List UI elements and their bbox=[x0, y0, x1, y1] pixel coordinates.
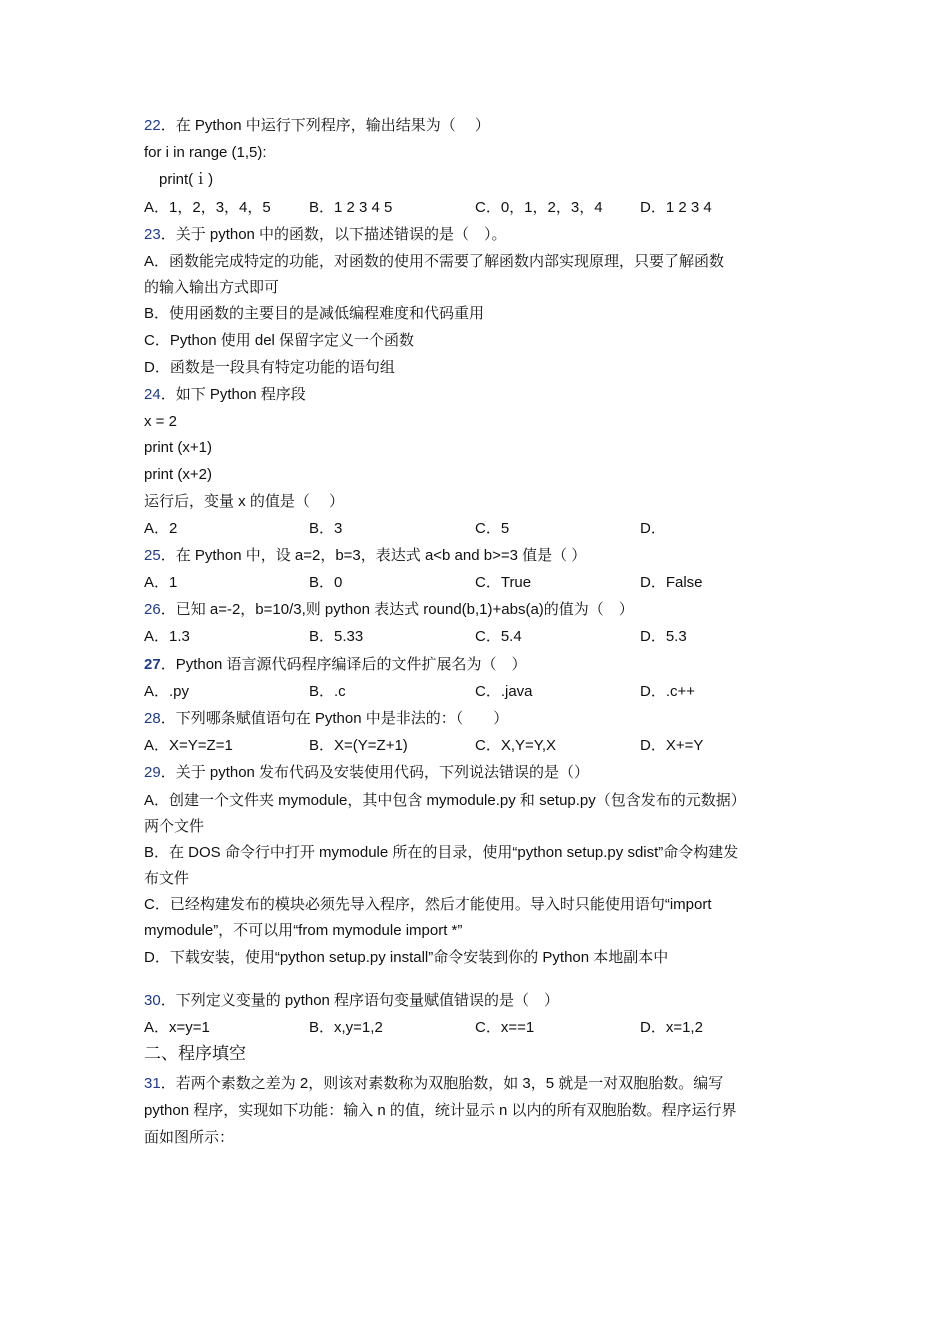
option-d: D．1 2 3 4 bbox=[640, 199, 712, 216]
option-line: 的输入输出方式即可 bbox=[144, 279, 280, 296]
question-29-stem bbox=[144, 763, 589, 783]
option-a: A．.py bbox=[144, 683, 190, 700]
code-line: print (x+1) bbox=[144, 439, 212, 456]
question-text: ．下列定义变量的 python 程序语句变量赋值错误的是（ ） bbox=[160, 992, 560, 1009]
question-text: ．下列哪条赋值语句在 Python 中是非法的：（ ） bbox=[160, 710, 509, 727]
option-a: A．x=y=1 bbox=[144, 1019, 210, 1036]
option-b: B．x,y=1,2 bbox=[309, 1019, 383, 1036]
option-line: B．使用函数的主要目的是减低编程难度和代码重用 bbox=[144, 305, 485, 322]
code-line: print(ｉ) bbox=[159, 171, 214, 188]
option-b: B．.c bbox=[309, 683, 346, 700]
question-text: ．关于 python 中的函数，以下描述错误的是（ ）。 bbox=[160, 226, 507, 243]
question-text: ．Python 语言源代码程序编译后的文件扩展名为（ ） bbox=[160, 656, 527, 673]
question-text: python 程序，实现如下功能：输入 n 的值，统计显示 n 以内的所有双胞胎数。程序运行界 bbox=[144, 1102, 737, 1119]
code-line: print (x+2) bbox=[144, 466, 212, 483]
question-24-stem bbox=[144, 385, 306, 405]
question-number: 26 bbox=[144, 601, 161, 618]
question-31-stem bbox=[144, 1074, 723, 1094]
question-22-stem bbox=[144, 116, 490, 136]
question-text: ．已知 a=-2，b=10/3,则 python 表达式 round(b,1)+abs(a)的值为（ ） bbox=[160, 601, 634, 618]
option-line: D．下载安装，使用“python setup.py install”命令安装到你的 Python 本地副本中 bbox=[144, 949, 669, 966]
section-title: 二、程序填空 bbox=[144, 1044, 246, 1063]
option-line: 布文件 bbox=[144, 870, 190, 887]
option-b: B．0 bbox=[309, 574, 343, 591]
option-d: D．.c++ bbox=[640, 683, 696, 700]
option-b: B．3 bbox=[309, 520, 343, 537]
option-line: mymodule”，不可以用“from mymodule import *” bbox=[144, 922, 463, 939]
question-number: 23 bbox=[144, 226, 161, 243]
question-30-stem bbox=[144, 991, 559, 1011]
option-d: D．5.3 bbox=[640, 628, 687, 645]
option-d: D．X+=Y bbox=[640, 737, 704, 754]
option-line: C．已经构建发布的模块必须先导入程序，然后才能使用。导入时只能使用语句“import bbox=[144, 896, 712, 913]
option-a: A．X=Y=Z=1 bbox=[144, 737, 233, 754]
question-text: ．如下 Python 程序段 bbox=[160, 386, 306, 403]
option-c: C．0，1，2，3，4 bbox=[475, 199, 603, 216]
code-line: x = 2 bbox=[144, 413, 177, 430]
question-23-stem bbox=[144, 225, 507, 245]
option-line: B．在 DOS 命令行中打开 mymodule 所在的目录，使用“python setup.py sdist”命令构建发 bbox=[144, 844, 739, 861]
option-c: C．5.4 bbox=[475, 628, 522, 645]
option-c: C．x==1 bbox=[475, 1019, 535, 1036]
question-number: 29 bbox=[144, 764, 161, 781]
question-number: 27 bbox=[144, 656, 161, 673]
question-text: ．在 Python 中，设 a=2，b=3，表达式 a<b and b>=3 值是（ ） bbox=[160, 547, 587, 564]
question-number: 31 bbox=[144, 1075, 161, 1092]
option-d: D．False bbox=[640, 574, 703, 591]
question-number: 25 bbox=[144, 547, 161, 564]
option-line: C．Python 使用 del 保留字定义一个函数 bbox=[144, 332, 415, 349]
question-25-stem bbox=[144, 546, 586, 566]
option-a: A．1.3 bbox=[144, 628, 190, 645]
option-d: D．x=1,2 bbox=[640, 1019, 703, 1036]
option-c: C．5 bbox=[475, 520, 510, 537]
option-a: A．2 bbox=[144, 520, 178, 537]
option-d: D． bbox=[640, 520, 666, 537]
option-line: A．函数能完成特定的功能，对函数的使用不需要了解函数内部实现原理，只要了解函数 bbox=[144, 253, 725, 270]
question-number: 24 bbox=[144, 386, 161, 403]
option-a: A．1 bbox=[144, 574, 178, 591]
question-text: 面如图所示： bbox=[144, 1129, 235, 1146]
question-number: 30 bbox=[144, 992, 161, 1009]
option-c: C．True bbox=[475, 574, 532, 591]
option-c: C．.java bbox=[475, 683, 533, 700]
question-26-stem bbox=[144, 600, 634, 620]
option-b: B．1 2 3 4 5 bbox=[309, 199, 393, 216]
option-line: 两个文件 bbox=[144, 818, 205, 835]
option-line: A．创建一个文件夹 mymodule，其中包含 mymodule.py 和 setup.py（包含发布的元数据） bbox=[144, 792, 746, 809]
question-text: ．关于 python 发布代码及安装使用代码，下列说法错误的是（） bbox=[160, 764, 590, 781]
code-line: for i in range (1,5): bbox=[144, 144, 267, 161]
question-text: ．若两个素数之差为 2，则该对素数称为双胞胎数，如 3，5 就是一对双胞胎数。编写 bbox=[160, 1075, 724, 1092]
question-number: 22 bbox=[144, 117, 161, 134]
option-b: B．5.33 bbox=[309, 628, 364, 645]
option-line: D．函数是一段具有特定功能的语句组 bbox=[144, 359, 395, 376]
option-b: B．X=(Y=Z+1) bbox=[309, 737, 408, 754]
option-c: C．X,Y=Y,X bbox=[475, 737, 557, 754]
question-text: 运行后，变量 x 的值是（ ） bbox=[144, 493, 345, 510]
option-a: A．1，2，3，4，5 bbox=[144, 199, 271, 216]
question-number: 28 bbox=[144, 710, 161, 727]
question-text: ．在 Python 中运行下列程序，输出结果为（ ） bbox=[160, 117, 490, 134]
question-28-stem bbox=[144, 709, 508, 729]
question-27-stem bbox=[144, 655, 527, 675]
